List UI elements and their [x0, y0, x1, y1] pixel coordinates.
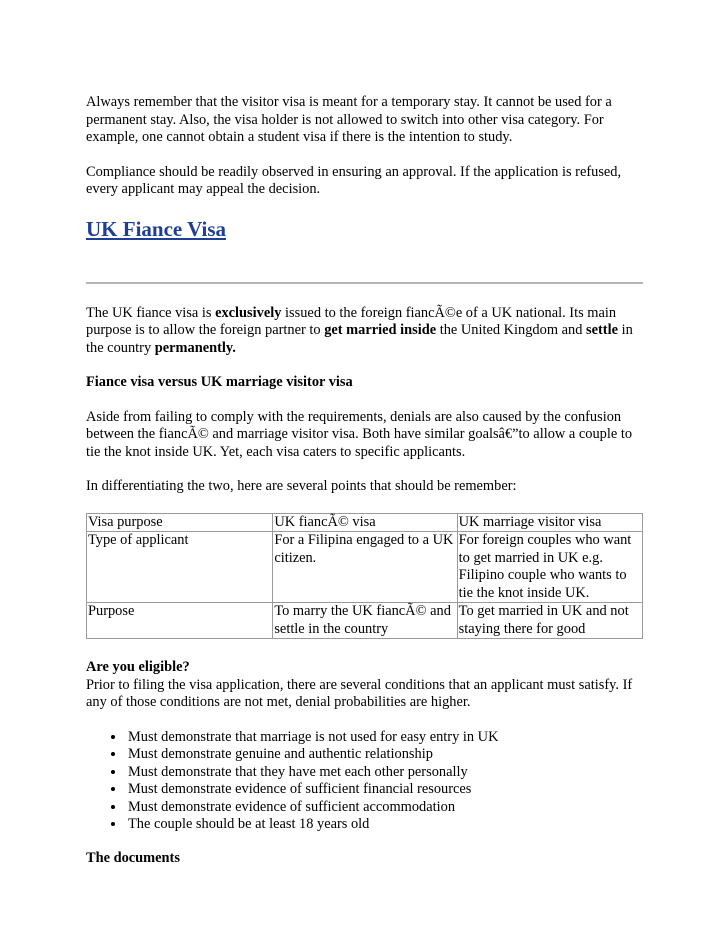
table-header-cell: UK marriage visitor visa — [457, 513, 642, 532]
eligibility-paragraph: Prior to filing the visa application, there are several conditions that an applicant must satisfy. If any of those conditions are not met, denial probabilities are higher. — [86, 676, 633, 710]
table-row — [87, 532, 643, 603]
description-bold-2: get married inside — [324, 322, 437, 338]
list-item: • Must demonstrate that they have met each other personally — [126, 764, 646, 782]
table-cell: To marry the UK fiancÃ© and settle in the country — [273, 603, 457, 639]
comparison-table — [86, 513, 643, 640]
table-cell: To get married in UK and not staying there for good — [457, 603, 642, 639]
eligibility-title: Are you eligible? — [86, 659, 190, 675]
comparison-paragraph: Aside from failing to comply with the requirements, denials are also caused by the confusion between the fiancÃ© and marriage visitor visa. Both have similar goalsâ€”to allow a couple to tie the knot inside UK. Yet, each visa caters to specific applicants. — [86, 408, 633, 460]
table-cell: Type of applicant — [87, 532, 273, 603]
table-cell: For a Filipina engaged to a UK citizen. — [273, 532, 457, 603]
description-text-2: issued to the foreign fiancÃ©e of a UK national. Its main purpose is to allow the foreign partner to — [86, 304, 617, 338]
description-paragraph — [86, 305, 646, 358]
intro-paragraph-1: Always remember that the visitor visa is meant for a temporary stay. It cannot be used for a permanent stay. Also, the visa holder is not allowed to switch into other visa category. For example, one cannot obtain a student visa if there is the intention to study. — [86, 94, 612, 145]
page-title-link[interactable]: UK Fiance Visa — [86, 216, 226, 241]
document-content — [86, 94, 646, 867]
table-header-cell: Visa purpose — [87, 513, 273, 532]
table-cell: For foreign couples who want to get married in UK e.g. Filipino couple who wants to tie the knot inside UK. — [457, 532, 642, 603]
table-header-cell: UK fiancÃ© visa — [273, 513, 457, 532]
list-item: • Must demonstrate evidence of sufficient accommodation — [126, 799, 646, 817]
documents-title: The documents — [86, 849, 180, 866]
table-header-row — [87, 513, 643, 532]
list-item: • Must demonstrate evidence of sufficient financial resources — [126, 781, 646, 799]
section-divider — [86, 282, 643, 284]
description-text-3: the United Kingdom and — [436, 322, 586, 338]
eligibility-list — [86, 729, 646, 834]
list-item: • Must demonstrate genuine and authentic relationship — [126, 746, 646, 764]
description-bold-1: exclusively — [215, 304, 282, 321]
description-text-4: in the country — [86, 322, 633, 356]
comparison-title: Fiance visa versus UK marriage visitor visa — [86, 374, 353, 390]
table-row — [87, 603, 643, 639]
list-item: • The couple should be at least 18 years old — [126, 816, 646, 834]
list-item: • Must demonstrate that marriage is not used for easy entry in UK — [126, 729, 646, 747]
table-cell: Purpose — [87, 603, 273, 639]
description-text-1: The UK fiance visa is — [86, 304, 216, 321]
intro-paragraph-2: Compliance should be readily observed in ensuring an approval. If the application is refused, every applicant may appeal the decision. — [86, 163, 622, 197]
description-bold-4: permanently. — [154, 339, 236, 356]
description-bold-3: settle — [586, 322, 618, 338]
differentiate-paragraph: In differentiating the two, here are several points that should be remember: — [86, 478, 517, 494]
